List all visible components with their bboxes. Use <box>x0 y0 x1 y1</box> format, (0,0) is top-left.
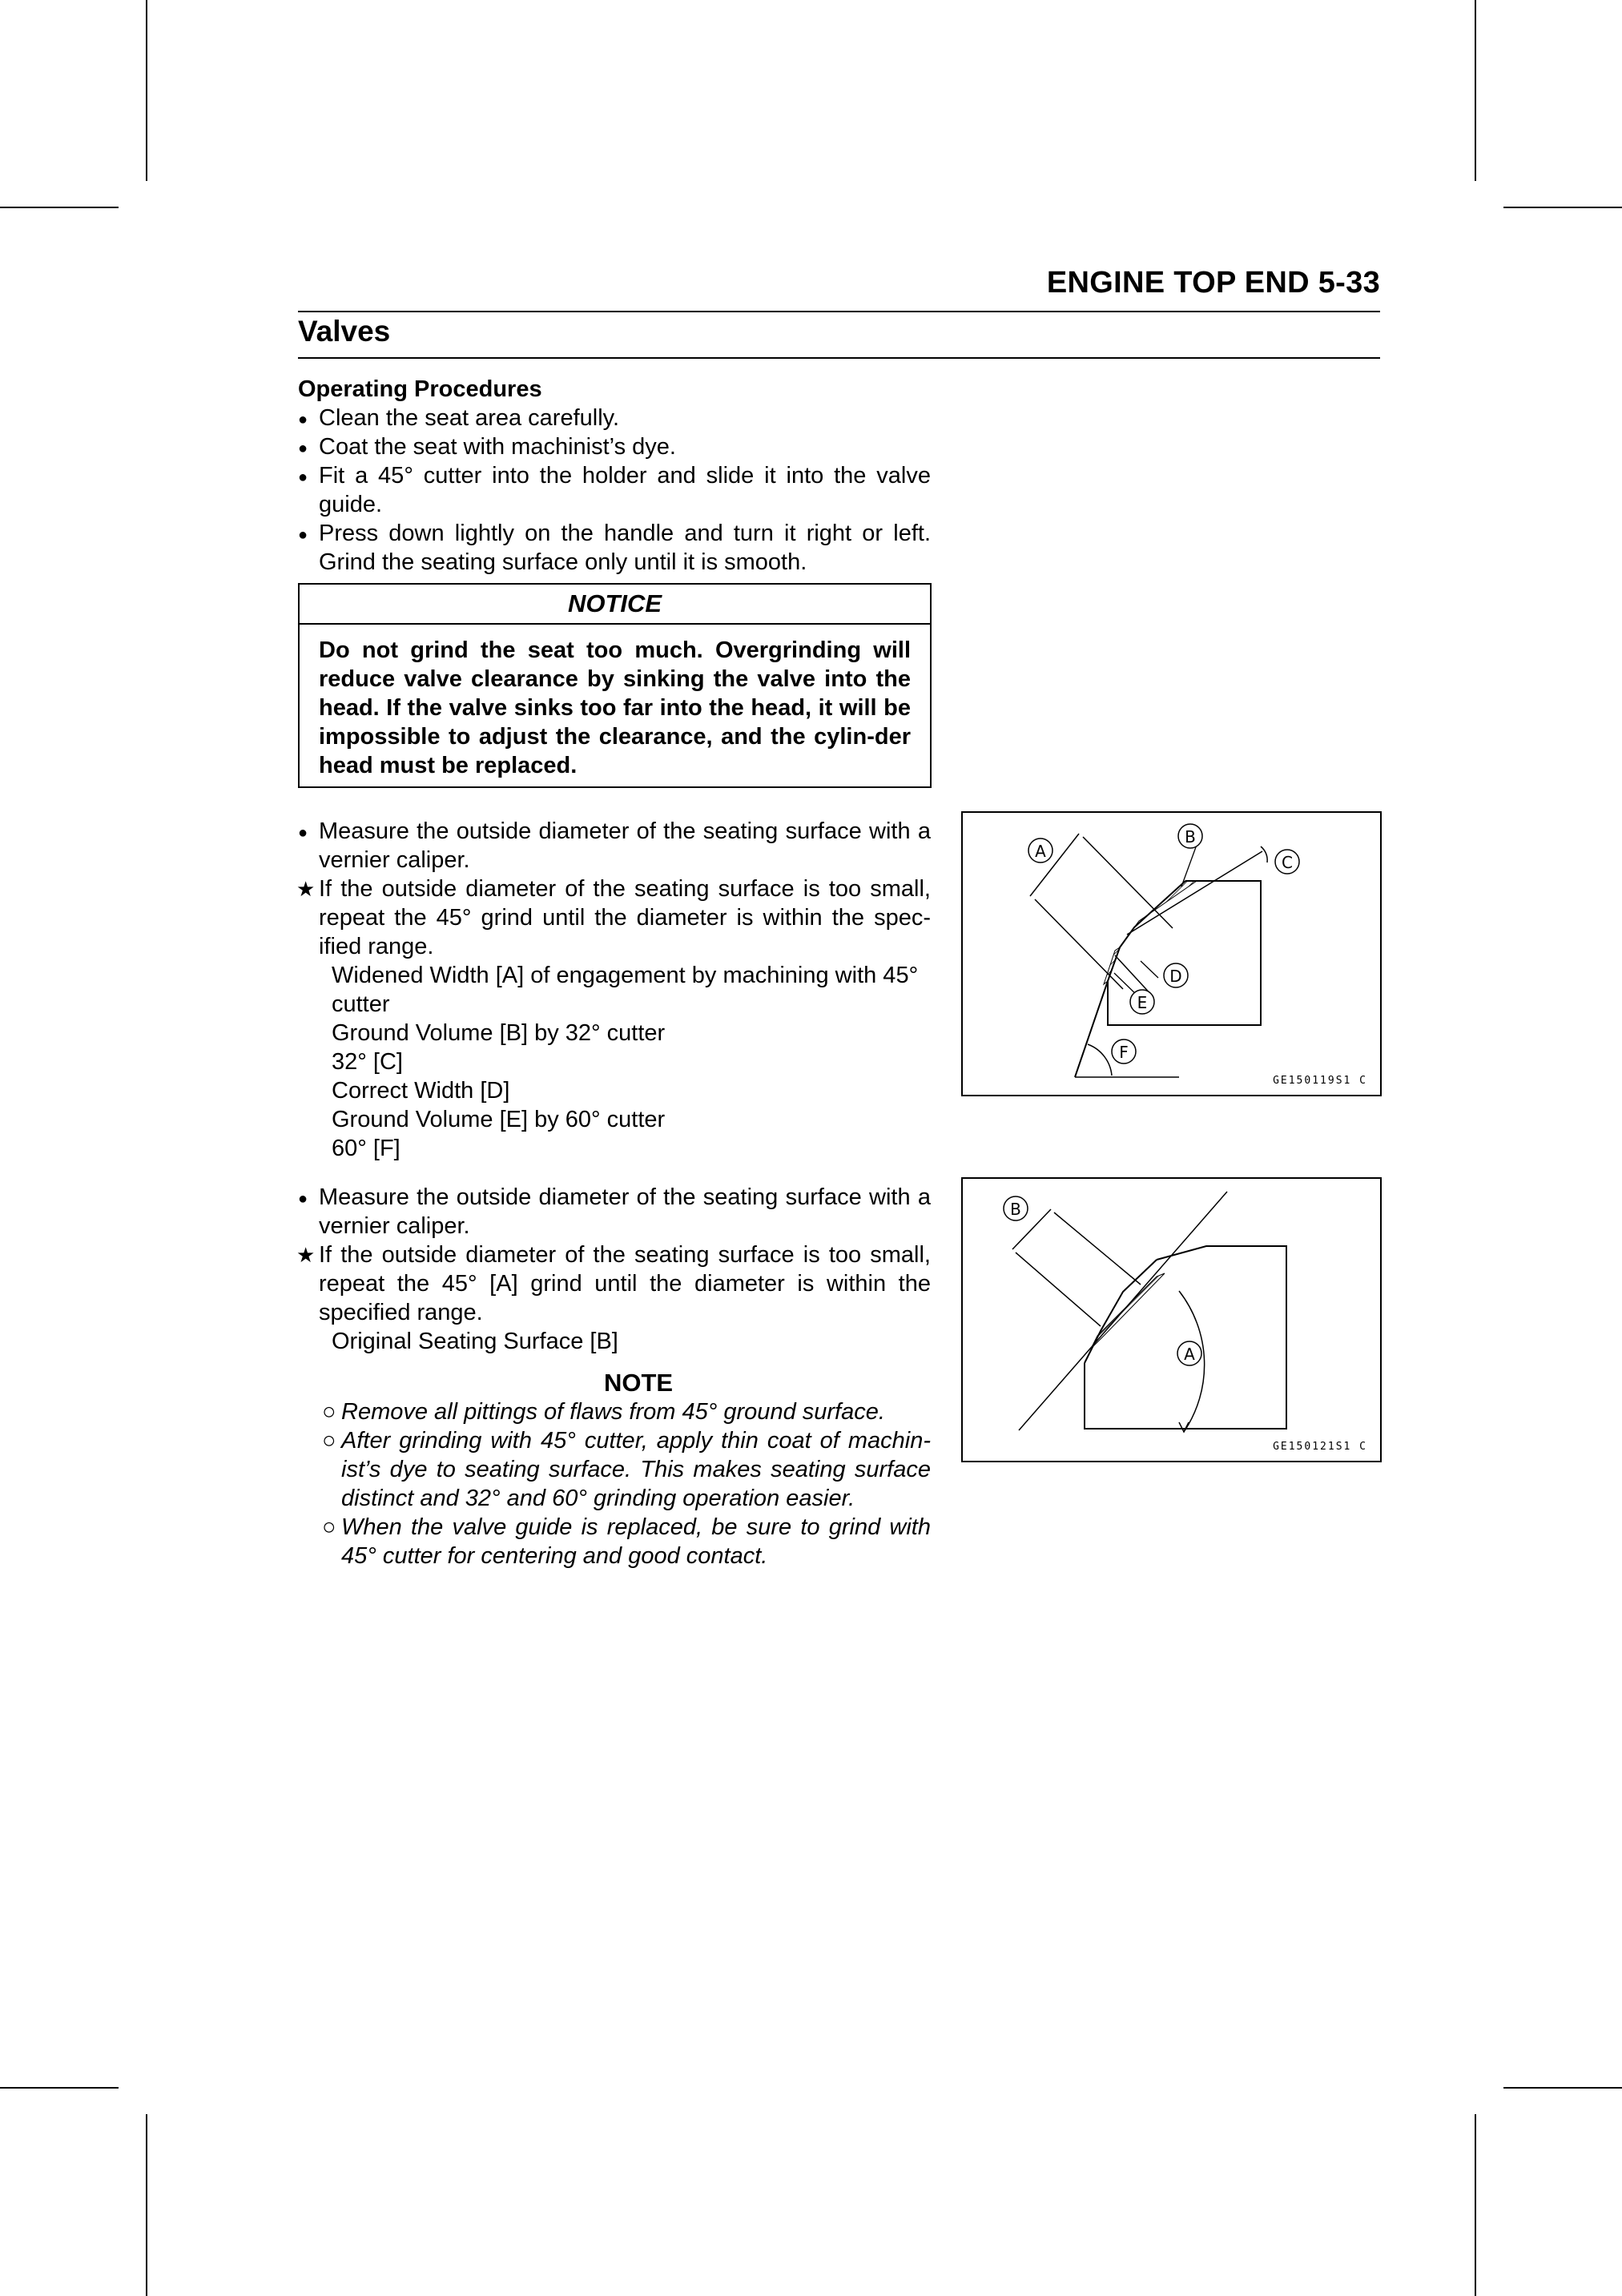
legend-item: Ground Volume [E] by 60° cutter <box>332 1107 666 1132</box>
legend-item: Correct Width [D] <box>332 1078 510 1104</box>
list-item <box>298 519 931 577</box>
notice-body: Do not grind the seat too much. Overgrinding will reduce valve clearance by sinking the valve into the head. If the valve sinks too far into the head, it will be impossible to adjust the clearance, and the cylin-der head must be replaced. <box>319 637 911 778</box>
star-icon: ★ <box>296 1243 316 1267</box>
bullet-icon: ● <box>298 526 308 544</box>
list-item-text: Measure the outside diameter of the seating surface with a vernier caliper. <box>319 1184 931 1239</box>
crop-mark <box>1503 207 1622 208</box>
bullet-icon: ● <box>298 824 308 842</box>
bullet-icon: ● <box>298 411 308 428</box>
list-item <box>298 404 931 432</box>
measure-block-2 <box>298 1183 931 1570</box>
crop-mark <box>0 2087 119 2089</box>
note-item <box>298 1397 931 1426</box>
list-item-text: Press down lightly on the handle and turn it right or left. Grind the seating surface only until it is smooth. <box>319 521 931 575</box>
label-a <box>1028 838 1052 863</box>
section-rule <box>298 357 1380 359</box>
running-header: ENGINE TOP END 5-33 <box>1046 266 1380 300</box>
note-item-text: When the valve guide is replaced, be sure to grind with 45° cutter for centering and good contact. <box>341 1514 931 1569</box>
list-item <box>298 1183 931 1240</box>
operating-procedures <box>298 375 931 577</box>
note-item <box>298 1426 931 1513</box>
svg-text:D: D <box>1169 967 1182 986</box>
figure-original-seating-surface <box>961 1177 1382 1462</box>
label-e <box>1130 990 1154 1014</box>
section-title: Valves <box>298 315 391 348</box>
list-item-text: Clean the seat area carefully. <box>319 405 620 431</box>
svg-text:B: B <box>1010 1200 1021 1219</box>
circle-bullet-icon: ○ <box>322 1428 336 1454</box>
label-c <box>1275 850 1299 874</box>
svg-text:F: F <box>1119 1043 1129 1062</box>
label-d <box>1164 963 1188 987</box>
list-item <box>298 432 931 461</box>
legend-item: 60° [F] <box>332 1136 400 1161</box>
note-item-text: Remove all pittings of flaws from 45° ground surface. <box>341 1399 885 1425</box>
note-item <box>298 1513 931 1570</box>
note-title: NOTE <box>603 1369 674 1397</box>
list-item <box>298 817 931 875</box>
note-item-text: After grinding with 45° cutter, apply thin coat of machin-ist’s dye to seating surface. This makes seating surface distinct and 32° and 60° grinding operation easier. <box>341 1428 931 1511</box>
crop-mark <box>1475 0 1476 181</box>
notice-title: NOTICE <box>300 585 930 625</box>
figure-valve-seat-cutting <box>961 811 1382 1096</box>
legend-item: Widened Width [A] of engagement by machining with 45° cutter <box>332 963 919 1017</box>
list-item-text: Fit a 45° cutter into the holder and slide it into the valve guide. <box>319 463 931 517</box>
list-item-text: If the outside diameter of the seating surface is too small, repeat the 45° grind until the diameter is within the spec-ified range. <box>319 876 931 959</box>
label-b <box>1004 1196 1028 1220</box>
label-f <box>1112 1039 1136 1064</box>
operating-procedures-heading: Operating Procedures <box>298 376 542 402</box>
legend-item: 32° [C] <box>332 1049 403 1075</box>
circle-bullet-icon: ○ <box>322 1399 336 1425</box>
list-item <box>298 1240 931 1327</box>
list-item-text: Measure the outside diameter of the seating surface with a vernier caliper. <box>319 818 931 873</box>
svg-text:A: A <box>1035 842 1046 861</box>
crop-mark <box>146 0 147 181</box>
header-rule <box>298 311 1380 312</box>
legend-item: Original Seating Surface [B] <box>332 1329 618 1354</box>
label-b <box>1178 824 1202 848</box>
figure-code: GE150119S1 C <box>1273 1075 1367 1087</box>
crop-mark <box>146 2114 147 2296</box>
circle-bullet-icon: ○ <box>322 1514 336 1540</box>
bullet-icon: ● <box>298 1190 308 1208</box>
star-icon: ★ <box>296 877 316 901</box>
svg-text:A: A <box>1184 1345 1195 1364</box>
list-item-text: Coat the seat with machinist’s dye. <box>319 434 676 460</box>
figure-1-drawing <box>963 813 1380 1095</box>
list-item-text: If the outside diameter of the seating surface is too small, repeat the 45° [A] grind until the diameter is within the specified range. <box>319 1242 931 1325</box>
svg-text:C: C <box>1282 853 1293 872</box>
crop-mark <box>1475 2114 1476 2296</box>
crop-mark <box>1503 2087 1622 2089</box>
notice-box <box>298 583 932 788</box>
list-item <box>298 875 931 961</box>
measure-block-1 <box>298 817 931 1163</box>
crop-mark <box>0 207 119 208</box>
bullet-icon: ● <box>298 468 308 486</box>
figure-2-drawing <box>963 1179 1380 1461</box>
label-a <box>1177 1341 1201 1365</box>
legend-item: Ground Volume [B] by 32° cutter <box>332 1020 666 1046</box>
svg-text:E: E <box>1137 993 1148 1012</box>
svg-text:B: B <box>1185 827 1196 846</box>
bullet-icon: ● <box>298 440 308 457</box>
figure-code: GE150121S1 C <box>1273 1441 1367 1453</box>
list-item <box>298 461 931 519</box>
